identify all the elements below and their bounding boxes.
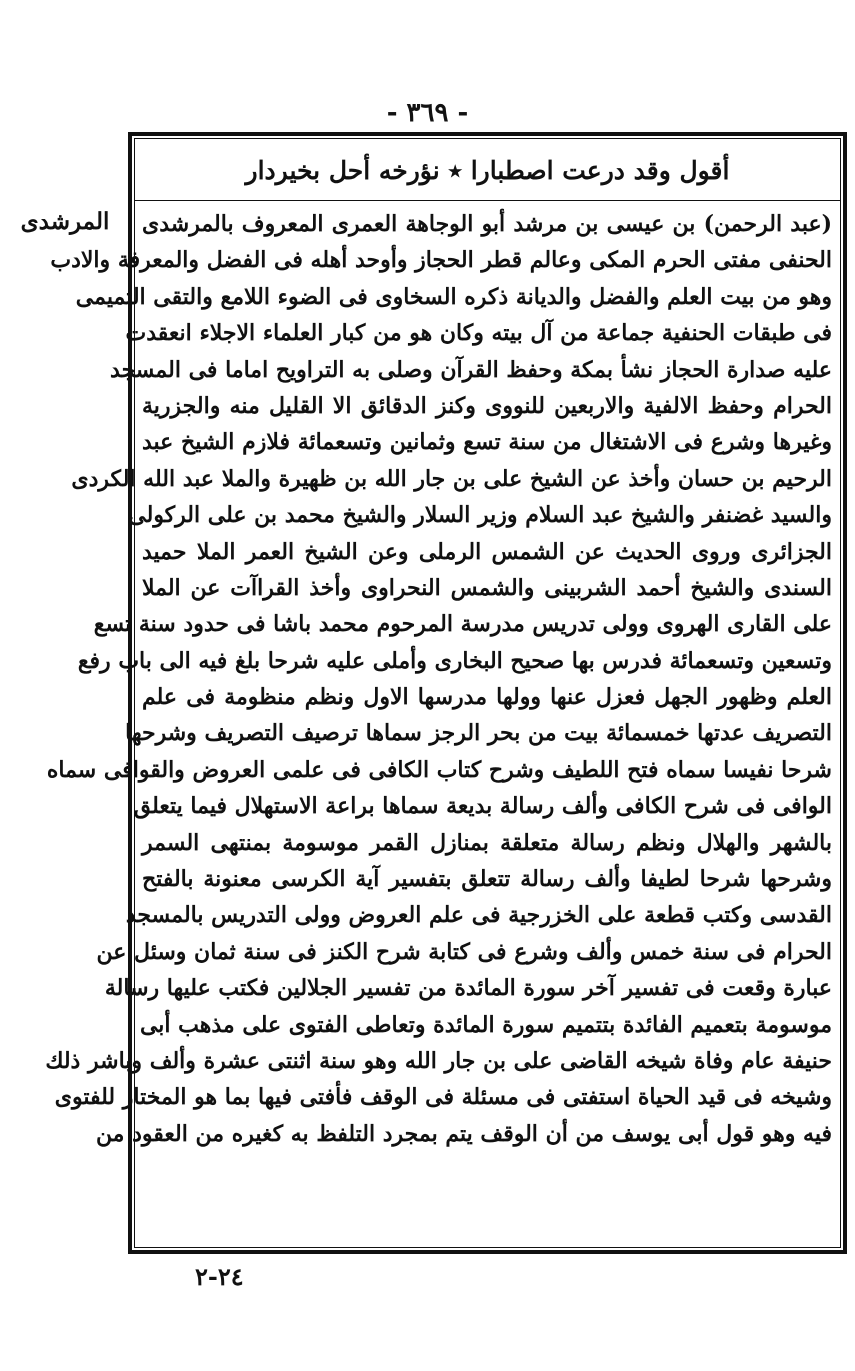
margin-note: المرشدى xyxy=(20,208,110,235)
text-line: الحنفى مفتى الحرم المكى وعالم قطر الحجاز وأوحد أهله فى الفضل والمعرفة والادب xyxy=(50,247,832,274)
body-text xyxy=(45,206,833,1152)
text-line: القدسى وكتب قطعة على الخزرجية فى علم العروض وولى التدريس بالمسجد xyxy=(125,902,832,929)
text-line: موسومة بتعميم الفائدة بتتميم سورة المائدة وتعاطى الفتوى على مذهب أبى xyxy=(139,1011,832,1038)
text-line: شرحا نفيسا سماه فتح اللطيف وشرح كتاب الكافى فى علمى العروض والقوافى سماه xyxy=(46,756,832,783)
text-line: الحرام وحفظ الالفية والاربعين للنووى وكنز الدقائق الا القليل منه والجزرية xyxy=(142,392,832,419)
text-line: حنيفة عام وفاة شيخه القاضى على بن جار الله وهو سنة اثنتى عشرة وألف وباشر ذلك xyxy=(45,1047,832,1074)
text-line: وشرحها شرحا لطيفا وألف رسالة تتعلق بتفسير آية الكرسى معنونة بالفتح xyxy=(142,866,832,893)
text-line: وهو من بيت العلم والفضل والديانة ذكره السخاوى فى الضوء اللامع والتقى التميمى xyxy=(75,283,832,310)
signature-mark: ٢٤-٢ xyxy=(195,1262,244,1291)
text-line: عليه صدارة الحجاز نشأ بمكة وحفظ القرآن وصلى به التراويح اماما فى المسجد xyxy=(110,356,832,383)
text-line: السندى والشيخ أحمد الشربينى والشمس النحراوى وأخذ القراآت عن الملا xyxy=(142,574,832,601)
text-line: (عبد الرحمن) بن عيسى بن مرشد أبو الوجاهة العمرى المعروف بالمرشدى xyxy=(142,211,833,237)
text-line: الرحيم بن حسان وأخذ عن الشيخ على بن جار الله بن ظهيرة والملا عبد الله الكردى xyxy=(71,465,832,492)
text-line: التصريف عدتها خمسمائة بيت من بحر الرجز سماها ترصيف التصريف وشرحها xyxy=(125,720,832,747)
text-line: فى طبقات الحنفية جماعة من آل بيته وكان هو من كبار العلماء الاجلاء انعقدت xyxy=(125,320,832,347)
header-divider xyxy=(134,200,841,201)
text-line: وشيخه فى قيد الحياة استفتى فى مسئلة فى الوقف فأفتى فيها بما هو المختار للفتوى xyxy=(54,1084,832,1111)
page-number: - ٣٦٩ - xyxy=(386,98,469,128)
text-line: على القارى الهروى وولى تدريس مدرسة المرحوم محمد باشا فى حدود سنة تسع xyxy=(93,611,832,638)
text-line: الحرام فى سنة خمس وألف وشرع فى كتابة شرح الكنز فى سنة ثمان وسئل عن xyxy=(96,938,832,965)
header-verse: أقول وقد درعت اصطبارا ٭ نؤرخه أحل بخيردار xyxy=(245,156,730,185)
text-line: فيه وهو قول أبى يوسف من أن الوقف يتم بمجرد التلفظ به كغيره من العقود من xyxy=(95,1120,832,1147)
text-line: العلم وظهور الجهل فعزل عنها وولها مدرسها الاول ونظم منظومة فى علم xyxy=(142,684,832,711)
text-line: وتسعين وتسعمائة فدرس بها صحيح البخارى وأملى عليه شرحا بلغ فيه الى باب رفع xyxy=(77,647,832,674)
text-line: الوافى فى شرح الكافى وألف رسالة بديعة سماها براعة الاستهلال فيما يتعلق xyxy=(133,793,832,820)
text-line: بالشهر والهلال ونظم رسالة متعلقة بمنازل القمر موسومة بمنتهى السمر xyxy=(142,829,832,856)
text-line: الجزائرى وروى الحديث عن الشمس الرملى وعن الشيخ العمر الملا حميد xyxy=(142,538,832,565)
text-line: والسيد غضنفر والشيخ عبد السلام وزير السلار والشيخ محمد بن على الركولى xyxy=(128,502,832,529)
text-line: عبارة وقعت فى تفسير آخر سورة المائدة من تفسير الجلالين فكتب عليها رسالة xyxy=(104,975,832,1002)
text-line: وغيرها وشرع فى الاشتغال من سنة تسع وثمانين وتسعمائة فلازم الشيخ عبد xyxy=(142,429,832,456)
